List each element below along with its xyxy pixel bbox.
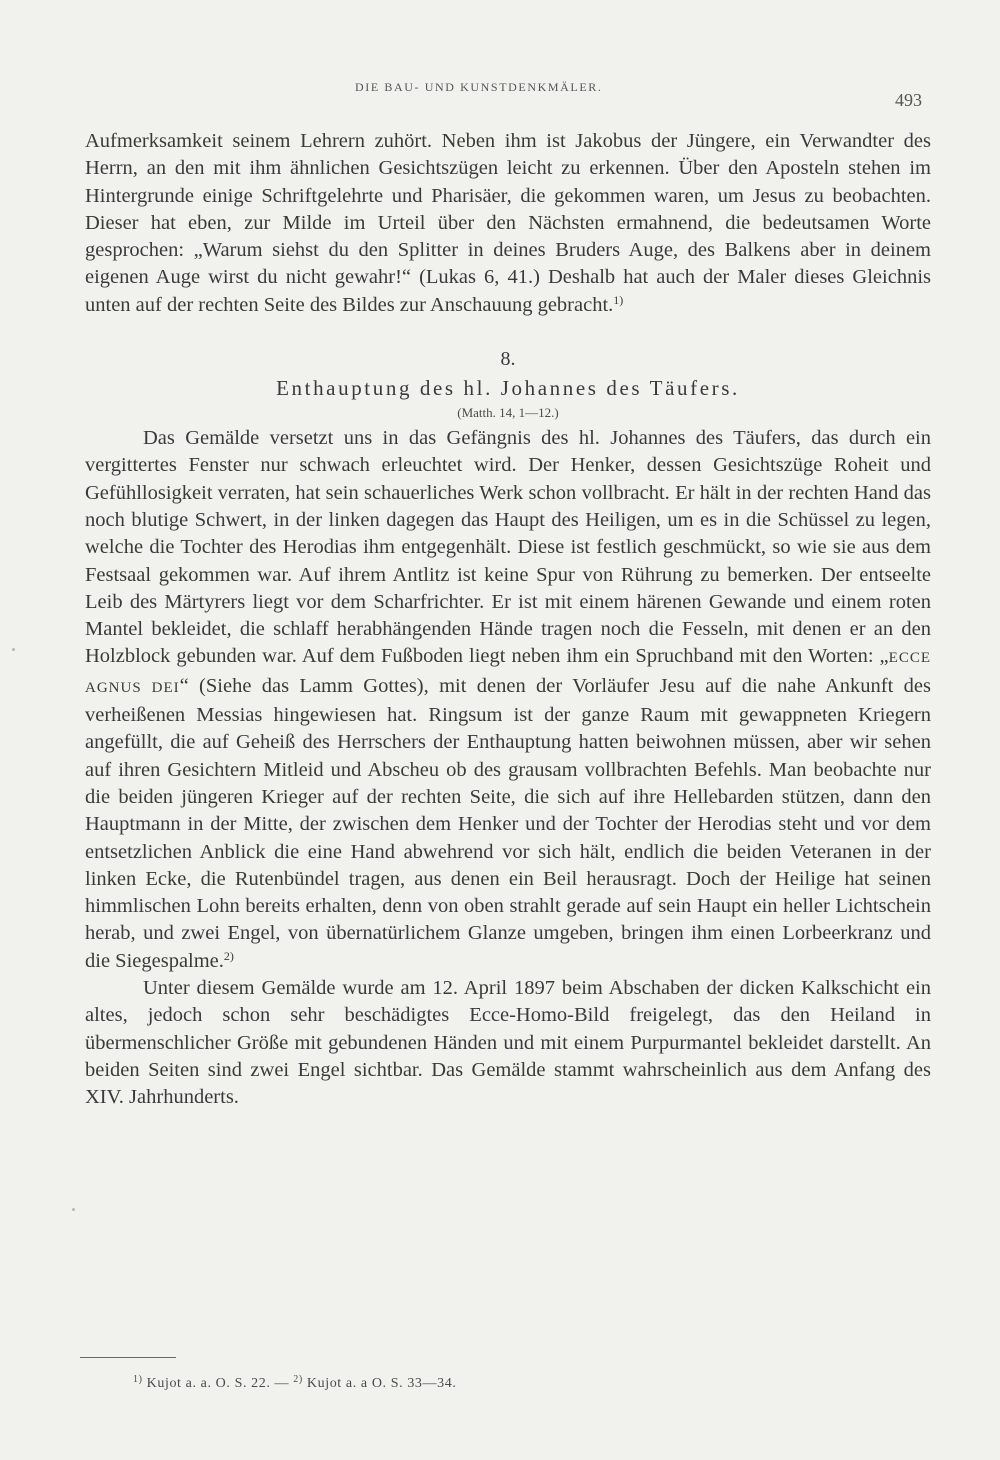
paragraph-2-text-a: Das Gemälde versetzt uns in das Gefängnis des hl. Johannes des Täufers, das durch ein vergittertes Fenster nur schwach erleuchtet wird. Der Henker, dessen Gesichtszüge Roheit und Gefühllosigkeit verraten, hat sein schauerliches Werk schon vollbracht. Er hält in der rechten Hand das noch blutige Schwert, in der linken dagegen das Haupt des Heiligen, um es in die Schüssel zu legen, welche die Tochter des Herodias ihm entgegenhält. Diese ist festlich geschmückt, so wie sie aus dem Festsaal gekommen war. Auf ihrem Antlitz ist keine Spur von Rührung zu bemerken. Der entseelte Leib des Märtyrers liegt vor dem Scharfrichter. Er ist mit einem härenen Gewande und einem roten Mantel bekleidet, die schlaff herabhängenden Hände tragen noch die Fesseln, mit denen er an den Holzblock gebunden war. Auf dem Fußboden liegt neben ihm ein Spruchband mit den Worten: „: [85, 427, 931, 668]
footnote-2-mark: 2): [293, 1374, 303, 1385]
body-text: [85, 128, 931, 1112]
paragraph-1: [85, 128, 931, 319]
paragraph-3-text: Unter diesem Gemälde wurde am 12. April 1897 beim Abschaben der dicken Kalkschicht ein altes, jedoch schon sehr beschädigtes Ecce-Homo-Bild freigelegt, das den Heiland in übermenschlicher Größe mit gebundenen Händen und mit einem Purpurmantel bekleidet darstellt. An beiden Seiten sind zwei Engel sichtbar. Das Gemälde stammt wahrscheinlich aus dem Anfang des XIV. Jahrhunderts.: [85, 977, 931, 1109]
latin-quote: ECCE AGNUS DEI: [85, 650, 931, 696]
footnote-1-mark: 1): [133, 1374, 143, 1385]
footnote-1-text: Kujot a. a. O. S. 22. —: [146, 1376, 290, 1391]
footnotes: [133, 1376, 456, 1392]
paragraph-2-text-b: “ (Siehe das Lamm Gottes), mit denen der Vorläufer Jesu auf die nahe Ankunft des verheißenen Messias hingewiesen hat. Ringsum ist der ganze Raum mit gewappneten Kriegern angefüllt, die auf Geheiß des Herrschers der Enthauptung hatten beiwohnen müssen, aber wir sehen auf ihren Gesichtern Mitleid und Abscheu ob des grausam vollbrachten Befehls. Man beobachte nur die beiden jüngeren Krieger auf der rechten Seite, die sich auf ihre Hellebarden stützen, dann den Hauptmann in der Mitte, der zwischen dem Henker und der Tochter der Herodias steht und vor dem entsetzlichen Anblick die eine Hand abwehrend vor sich hält, endlich die beiden Veteranen in der linken Ecke, die Rutenbündel tragen, aus denen ein Beil herausragt. Doch der Heilige hat seinen himmlischen Lohn bereits erhalten, denn von oben strahlt gerade auf sein Haupt ein heller Lichtschein herab, und zwei Engel, von übernatürlichem Glanze umgeben, bringen ihm einen Lorbeerkranz und die Siegespalme.: [85, 674, 931, 972]
footnote-ref-1: 1): [613, 292, 624, 307]
footnote-2-text: Kujot a. a O. S. 33—34.: [306, 1376, 457, 1391]
paragraph-2: [85, 425, 931, 975]
paper-speck: [12, 648, 15, 651]
section-number: 8.: [500, 348, 516, 371]
footnote-divider: [80, 1357, 176, 1358]
running-title: DIE BAU- UND KUNSTDENKMÄLER.: [355, 80, 603, 94]
paper-speck: [72, 1208, 75, 1211]
footnote-ref-2: 2): [223, 948, 234, 963]
section-title: Enthauptung des hl. Johannes des Täufers.: [276, 376, 740, 401]
paragraph-3: [85, 975, 931, 1111]
section-reference: (Matth. 14, 1—12.): [457, 405, 559, 421]
page-number: 493: [895, 90, 922, 110]
paragraph-1-text: Aufmerksamkeit seinem Lehrern zuhört. Neben ihm ist Jakobus der Jüngere, ein Verwandter des Herrn, an den mit ihm ähnlichen Gesichtszügen leicht zu erkennen. Über den Aposteln stehen im Hintergrunde einige Schriftgelehrte und Pharisäer, die gekommen waren, um Jesus zu beobachten. Dieser hat eben, zur Milde im Urteil über den Nächsten ermahnend, die bedeutsamen Worte gesprochen: „Warum siehst du den Splitter in deines Bruders Auge, des Balkens aber in deinem eigenen Auge wirst du nicht gewahr!“ (Lukas 6, 41.) Deshalb hat auch der Maler dieses Gleichnis unten auf der rechten Seite des Bildes zur Anschauung gebracht.: [85, 130, 931, 316]
